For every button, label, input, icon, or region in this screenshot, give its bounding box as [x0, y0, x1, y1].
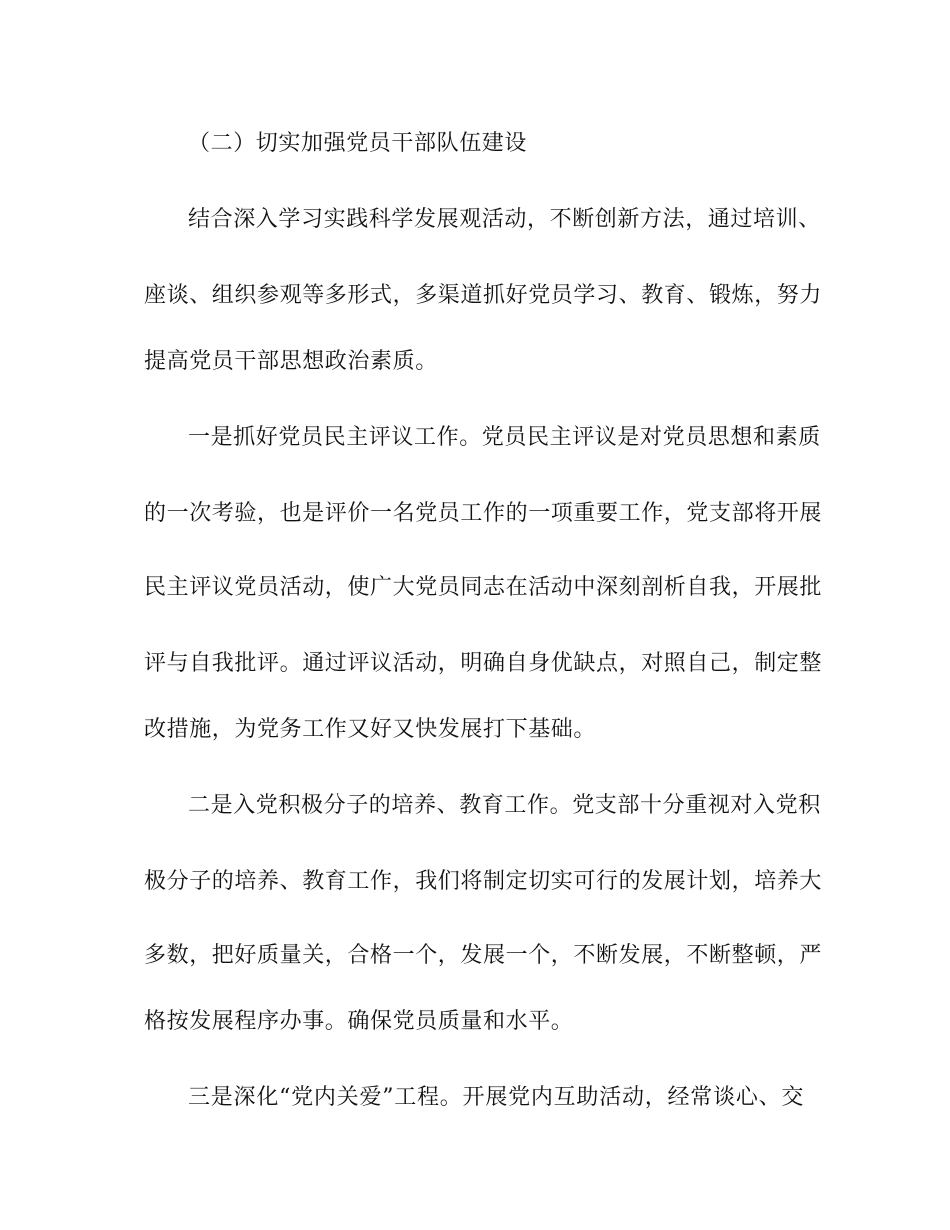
paragraph-line: 二是入党积极分子的培养、教育工作。党支部十分重视对入党积 — [188, 793, 821, 818]
paragraph-line: 极分子的培养、教育工作，我们将制定切实可行的发展计划，培养大 — [144, 869, 823, 894]
paragraph-line: 民主评议党员活动，使广大党员同志在活动中深刻剖析自我，开展批 — [144, 575, 823, 600]
paragraph-line: 的一次考验，也是评价一名党员工作的一项重要工作，党支部将开展 — [144, 501, 823, 526]
paragraph-line: 结合深入学习实践科学发展观活动，不断创新方法，通过培训、 — [188, 207, 821, 232]
paragraph-line: 座谈、组织参观等多形式，多渠道抓好党员学习、教育、锻炼，努力 — [144, 283, 823, 308]
paragraph-line: 格按发展程序办事。确保党员质量和水平。 — [144, 1009, 574, 1034]
paragraph-line: 提高党员干部思想政治素质。 — [144, 349, 438, 374]
section-heading: （二）切实加强党员干部队伍建设 — [188, 131, 528, 156]
paragraph-line: 三是深化“党内关爱”工程。开展党内互助活动，经常谈心、交 — [188, 1085, 804, 1110]
paragraph-line: 评与自我批评。通过评议活动，明确自身优缺点，对照自己，制定整 — [144, 651, 823, 676]
paragraph-line: 改措施，为党务工作又好又快发展打下基础。 — [144, 717, 597, 742]
paragraph-line: 一是抓好党员民主评议工作。党员民主评议是对党员思想和素质 — [188, 425, 821, 450]
paragraph-line: 多数，把好质量关，合格一个，发展一个，不断发展，不断整顿，严 — [144, 943, 823, 968]
